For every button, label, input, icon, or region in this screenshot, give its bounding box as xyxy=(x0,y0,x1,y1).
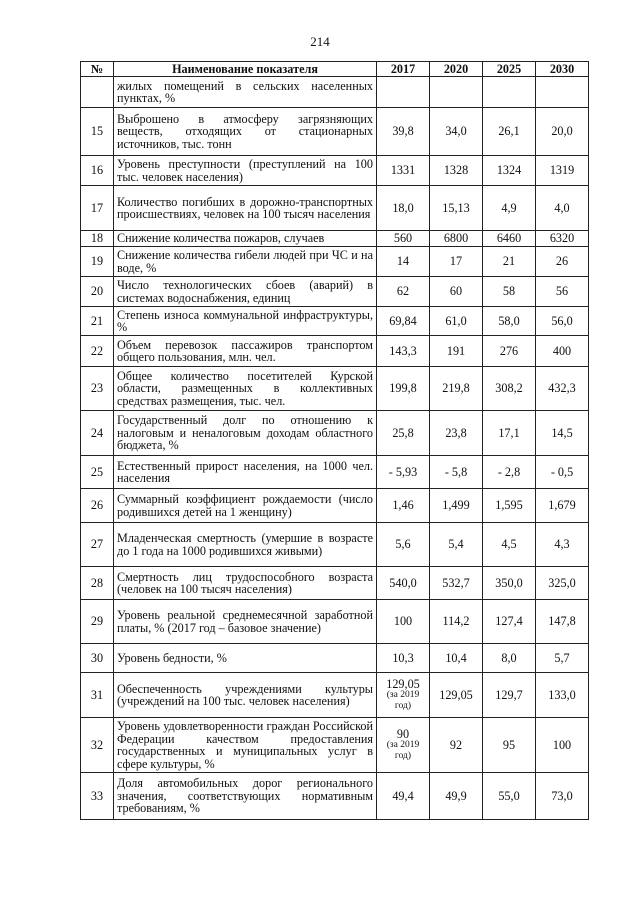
value-2020: - 5,8 xyxy=(430,456,483,489)
indicator-name: Смертность лиц трудоспособного возраста (человек на 100 тысяч населения) xyxy=(114,567,377,600)
value-2025: 26,1 xyxy=(483,108,536,156)
value-2017-number: 5,6 xyxy=(395,537,411,552)
value-2017 xyxy=(377,307,430,336)
row-number: 28 xyxy=(81,567,114,600)
value-2020: 1,499 xyxy=(430,489,483,523)
value-2017-number: 14 xyxy=(396,254,410,269)
value-2025: 127,4 xyxy=(483,600,536,644)
value-2020: 23,8 xyxy=(430,411,483,456)
value-2017-number: 62 xyxy=(396,284,410,299)
value-2017 xyxy=(377,567,430,600)
table-row xyxy=(81,456,589,489)
value-2025: 4,5 xyxy=(483,523,536,567)
value-2030: 73,0 xyxy=(536,773,589,820)
table-row xyxy=(81,186,589,231)
value-2025: 8,0 xyxy=(483,644,536,673)
value-2017 xyxy=(377,186,430,231)
value-2025: 95 xyxy=(483,718,536,773)
indicator-name: Доля автомобильных дорог регионального значения, соответствующих нормативным требованиям, % xyxy=(114,773,377,820)
value-2030: 26 xyxy=(536,247,589,277)
value-2025 xyxy=(483,77,536,108)
value-2025: 276 xyxy=(483,336,536,367)
table-row xyxy=(81,108,589,156)
value-2025: 4,9 xyxy=(483,186,536,231)
table-row xyxy=(81,336,589,367)
value-2017 xyxy=(377,600,430,644)
header-2025: 2025 xyxy=(483,62,536,77)
value-2030: 56,0 xyxy=(536,307,589,336)
value-2017-number: 560 xyxy=(393,231,413,246)
value-2017 xyxy=(377,523,430,567)
row-number: 21 xyxy=(81,307,114,336)
table-row xyxy=(81,277,589,307)
value-2030: 6320 xyxy=(536,231,589,247)
value-2030: 432,3 xyxy=(536,367,589,411)
value-2020: 114,2 xyxy=(430,600,483,644)
indicator-name: Естественный прирост населения, на 1000 чел. населения xyxy=(114,456,377,489)
header-2030: 2030 xyxy=(536,62,589,77)
row-number: 26 xyxy=(81,489,114,523)
value-2017 xyxy=(377,644,430,673)
row-number xyxy=(81,77,114,108)
value-2030: 20,0 xyxy=(536,108,589,156)
table-row xyxy=(81,231,589,247)
table-row xyxy=(81,367,589,411)
value-2017-number: 18,0 xyxy=(392,200,414,215)
value-2020: 129,05 xyxy=(430,673,483,718)
value-2020: 61,0 xyxy=(430,307,483,336)
value-2025: 1324 xyxy=(483,156,536,186)
indicator-name: Суммарный коэффициент рождаемости (число родившихся детей на 1 женщину) xyxy=(114,489,377,523)
value-2017 xyxy=(377,336,430,367)
value-2025: 17,1 xyxy=(483,411,536,456)
table-row xyxy=(81,156,589,186)
value-2025: 308,2 xyxy=(483,367,536,411)
indicator-name: Уровень реальной среднемесячной заработной платы, % (2017 год – базовое значение) xyxy=(114,600,377,644)
indicator-name: Снижение количества гибели людей при ЧС и на воде, % xyxy=(114,247,377,277)
indicator-name: Младенческая смертность (умершие в возрасте до 1 года на 1000 родившихся живыми) xyxy=(114,523,377,567)
indicator-name: Уровень преступности (преступлений на 100 тыс. человек населения) xyxy=(114,156,377,186)
value-2020: 191 xyxy=(430,336,483,367)
value-2030: 56 xyxy=(536,277,589,307)
value-2017-note: (за 2019 год) xyxy=(386,690,420,712)
row-number: 23 xyxy=(81,367,114,411)
value-2020: 49,9 xyxy=(430,773,483,820)
value-2020: 5,4 xyxy=(430,523,483,567)
value-2020: 6800 xyxy=(430,231,483,247)
value-2017 xyxy=(377,411,430,456)
value-2017-number: 49,4 xyxy=(392,788,414,803)
value-2017 xyxy=(377,718,430,773)
table-row xyxy=(81,644,589,673)
indicator-name: Степень износа коммунальной инфраструктуры, % xyxy=(114,307,377,336)
table-row xyxy=(81,600,589,644)
value-2030: 147,8 xyxy=(536,600,589,644)
header-2017: 2017 xyxy=(377,62,430,77)
row-number: 16 xyxy=(81,156,114,186)
table-row xyxy=(81,523,589,567)
table-row xyxy=(81,673,589,718)
indicator-name: Уровень бедности, % xyxy=(114,644,377,673)
value-2017 xyxy=(377,673,430,718)
value-2017-number: 39,8 xyxy=(392,124,414,139)
value-2017-number: 69,84 xyxy=(389,313,417,328)
table-row xyxy=(81,307,589,336)
value-2030: 133,0 xyxy=(536,673,589,718)
value-2025: 350,0 xyxy=(483,567,536,600)
value-2030: 5,7 xyxy=(536,644,589,673)
value-2017 xyxy=(377,277,430,307)
value-2020: 92 xyxy=(430,718,483,773)
row-number: 17 xyxy=(81,186,114,231)
indicator-name: жилых помещений в сельских населенных пунктах, % xyxy=(114,77,377,108)
value-2017-number: 10,3 xyxy=(392,650,414,665)
value-2017-number: 129,05 xyxy=(386,676,420,691)
value-2025: 21 xyxy=(483,247,536,277)
value-2025: 1,595 xyxy=(483,489,536,523)
value-2017-number: 25,8 xyxy=(392,425,414,440)
value-2020: 10,4 xyxy=(430,644,483,673)
value-2017 xyxy=(377,489,430,523)
row-number: 30 xyxy=(81,644,114,673)
row-number: 27 xyxy=(81,523,114,567)
value-2017 xyxy=(377,156,430,186)
table-header-row xyxy=(81,62,589,77)
value-2017-number: 1331 xyxy=(390,163,416,178)
value-2017-number: 199,8 xyxy=(389,381,417,396)
value-2017-number: - 5,93 xyxy=(388,464,418,479)
value-2030: 14,5 xyxy=(536,411,589,456)
value-2020: 17 xyxy=(430,247,483,277)
value-2017 xyxy=(377,77,430,108)
value-2017-number: 100 xyxy=(393,614,413,629)
indicator-name: Выброшено в атмосферу загрязняющих веществ, отходящих от стационарных источников, тыс. тонн xyxy=(114,108,377,156)
page-number: 214 xyxy=(310,34,330,49)
value-2017 xyxy=(377,456,430,489)
value-2025: 6460 xyxy=(483,231,536,247)
table-row xyxy=(81,773,589,820)
value-2030: 4,0 xyxy=(536,186,589,231)
table-row xyxy=(81,489,589,523)
indicator-name: Снижение количества пожаров, случаев xyxy=(114,231,377,247)
row-number: 24 xyxy=(81,411,114,456)
value-2030: - 0,5 xyxy=(536,456,589,489)
row-number: 29 xyxy=(81,600,114,644)
row-number: 22 xyxy=(81,336,114,367)
indicator-name: Обеспеченность учреждениями культуры (учреждений на 100 тыс. человек населения) xyxy=(114,673,377,718)
value-2020: 15,13 xyxy=(430,186,483,231)
value-2017-number: 143,3 xyxy=(389,343,417,358)
value-2025: 58 xyxy=(483,277,536,307)
row-number: 18 xyxy=(81,231,114,247)
row-number: 15 xyxy=(81,108,114,156)
header-2020: 2020 xyxy=(430,62,483,77)
value-2025: 58,0 xyxy=(483,307,536,336)
value-2025: - 2,8 xyxy=(483,456,536,489)
indicators-table xyxy=(80,61,589,820)
value-2020: 1328 xyxy=(430,156,483,186)
indicator-name: Уровень удовлетворенности граждан Российской Федерации качеством предоставления государственных и муниципальных услуг в сфере культуры, % xyxy=(114,718,377,773)
table-row xyxy=(81,411,589,456)
value-2017 xyxy=(377,773,430,820)
indicator-name: Число технологических сбоев (аварий) в системах водоснабжения, единиц xyxy=(114,277,377,307)
value-2017 xyxy=(377,367,430,411)
value-2020 xyxy=(430,77,483,108)
indicator-name: Объем перевозок пассажиров транспортом общего пользования, млн. чел. xyxy=(114,336,377,367)
value-2030 xyxy=(536,77,589,108)
row-number: 20 xyxy=(81,277,114,307)
indicator-name: Общее количество посетителей Курской области, размещенных в коллективных средствах размещения, тыс. чел. xyxy=(114,367,377,411)
value-2017 xyxy=(377,231,430,247)
value-2017-number: 1,46 xyxy=(392,498,414,513)
table-row xyxy=(81,567,589,600)
row-number: 31 xyxy=(81,673,114,718)
row-number: 25 xyxy=(81,456,114,489)
value-2030: 325,0 xyxy=(536,567,589,600)
value-2020: 60 xyxy=(430,277,483,307)
header-num: № xyxy=(81,62,114,77)
value-2030: 1,679 xyxy=(536,489,589,523)
table-row xyxy=(81,77,589,108)
value-2020: 219,8 xyxy=(430,367,483,411)
value-2030: 4,3 xyxy=(536,523,589,567)
header-name: Наименование показателя xyxy=(114,62,377,77)
row-number: 32 xyxy=(81,718,114,773)
row-number: 33 xyxy=(81,773,114,820)
value-2030: 100 xyxy=(536,718,589,773)
value-2020: 34,0 xyxy=(430,108,483,156)
value-2030: 1319 xyxy=(536,156,589,186)
value-2017 xyxy=(377,108,430,156)
value-2025: 129,7 xyxy=(483,673,536,718)
value-2017-number: 540,0 xyxy=(389,575,417,590)
row-number: 19 xyxy=(81,247,114,277)
value-2017 xyxy=(377,247,430,277)
indicator-name: Государственный долг по отношению к налоговым и неналоговым доходам областного бюджета, % xyxy=(114,411,377,456)
table-row xyxy=(81,718,589,773)
value-2017-number: 90 xyxy=(396,726,410,741)
table-row xyxy=(81,247,589,277)
value-2017-note: (за 2019 год) xyxy=(386,740,420,762)
value-2030: 400 xyxy=(536,336,589,367)
value-2025: 55,0 xyxy=(483,773,536,820)
value-2020: 532,7 xyxy=(430,567,483,600)
indicator-name: Количество погибших в дорожно-транспортных происшествиях, человек на 100 тысяч населения xyxy=(114,186,377,231)
